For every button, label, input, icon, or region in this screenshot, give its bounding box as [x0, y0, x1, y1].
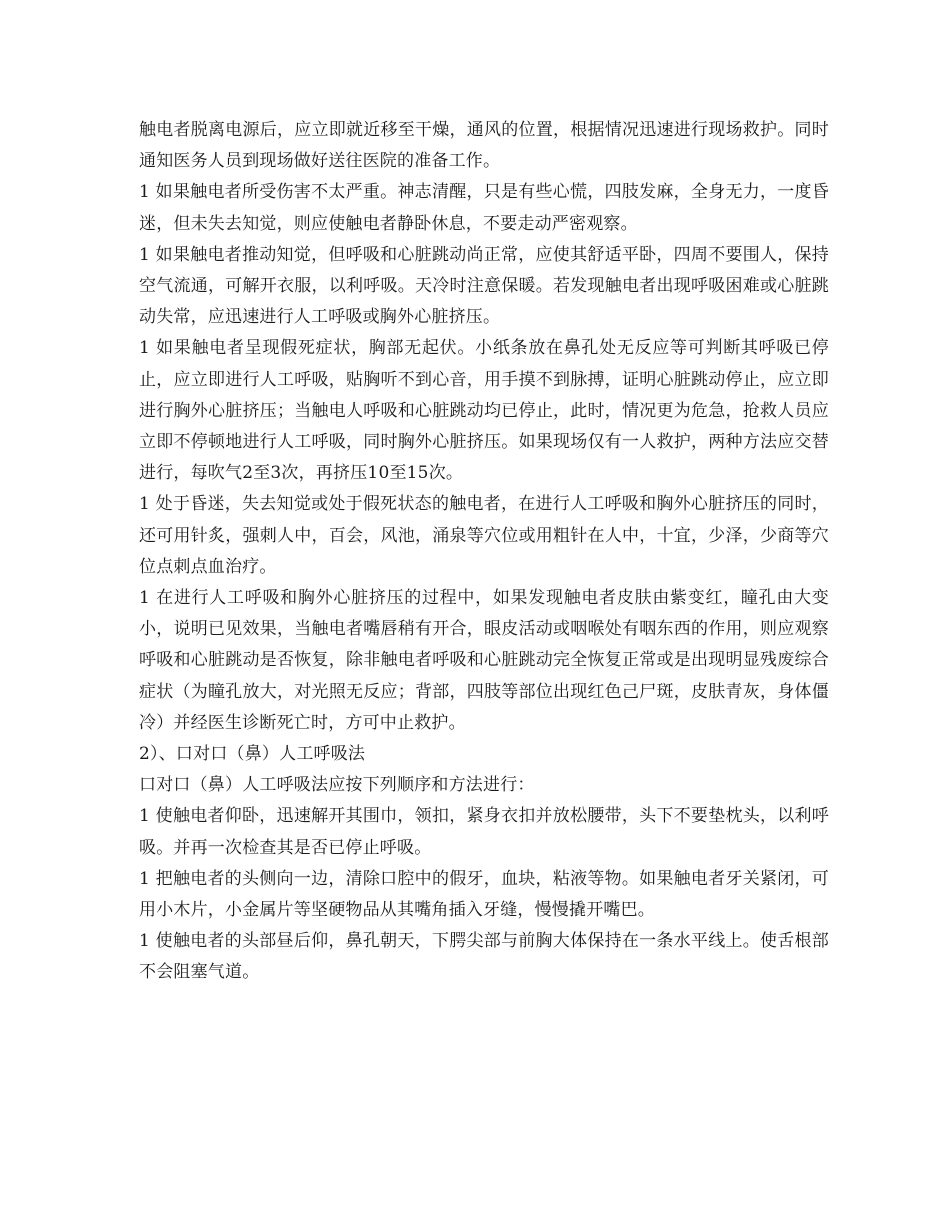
- paragraph: 1 如果触电者推动知觉，但呼吸和心脏跳动尚正常，应使其舒适平卧，四周不要围人，保持空气流通，可解开衣服，以利呼吸。天冷时注意保暖。若发现触电者出现呼吸困难或心脏跳动失常，应迅速进行人工呼吸或胸外心脏挤压。: [139, 244, 829, 328]
- paragraph: 1 使触电者仰卧，迅速解开其围巾，领扣，紧身衣扣并放松腰带，头下不要垫枕头，以利呼吸。并再一次检查其是否已停止呼吸。: [139, 806, 829, 858]
- paragraph: 1 如果触电者呈现假死症状，胸部无起伏。小纸条放在鼻孔处无反应等可判断其呼吸已停止，应立即进行人工呼吸，贴胸听不到心音，用手摸不到脉搏，证明心脏跳动停止，应立即进行胸外心脏挤压；当触电人呼吸和心脏跳动均已停止，此时，情况更为危急，抢救人员应立即不停顿地进行人工呼吸，同时胸外心脏挤压。如果现场仅有一人救护，两种方法应交替进行，每吹气2至3次，再挤压10至15次。: [139, 338, 829, 484]
- paragraph: 1 把触电者的头侧向一边，清除口腔中的假牙，血块，粘液等物。如果触电者牙关紧闭，可用小木片，小金属片等坚硬物品从其嘴角插入牙缝，慢慢撬开嘴巴。: [139, 868, 829, 921]
- paragraph: 1 如果触电者所受伤害不太严重。神志清醒，只是有些心慌，四肢发麻，全身无力，一度昏迷，但未失去知觉，则应使触电者静卧休息，不要走动严密观察。: [139, 182, 829, 234]
- paragraph: 口对口（鼻）人工呼吸法应按下列顺序和方法进行：: [139, 775, 535, 796]
- paragraph: 1 使触电者的头部昼后仰，鼻孔朝天，下腭尖部与前胸大体保持在一条水平线上。使舌根部不会阻塞气道。: [139, 931, 829, 983]
- section-heading: 2）、口对口（鼻）人工呼吸法: [139, 744, 366, 765]
- paragraph: 触电者脱离电源后，应立即就近移至干燥，通风的位置，根据情况迅速进行现场救护。同时通知医务人员到现场做好送往医院的准备工作。: [139, 120, 829, 172]
- body-text: [139, 115, 829, 989]
- paragraph: 1 处于昏迷，失去知觉或处于假死状态的触电者，在进行人工呼吸和胸外心脏挤压的同时，还可用针炙，强刺人中，百会，风池，涌泉等穴位或用粗针在人中，十宜，少泽，少商等穴位点刺点血治疗。: [139, 494, 829, 577]
- paragraph: 1 在进行人工呼吸和胸外心脏挤压的过程中，如果发现触电者皮肤由紫变红，瞳孔由大变小，说明已见效果，当触电者嘴唇稍有开合，眼皮活动或咽喉处有咽东西的作用，则应观察呼吸和心脏跳动是否恢复，除非触电者呼吸和心脏跳动完全恢复正常或是出现明显残废综合症状（为瞳孔放大，对光照无反应；背部，四肢等部位出现红色己尸斑，皮肤青灰，身体僵冷）并经医生诊断死亡时，方可中止救护。: [139, 588, 829, 733]
